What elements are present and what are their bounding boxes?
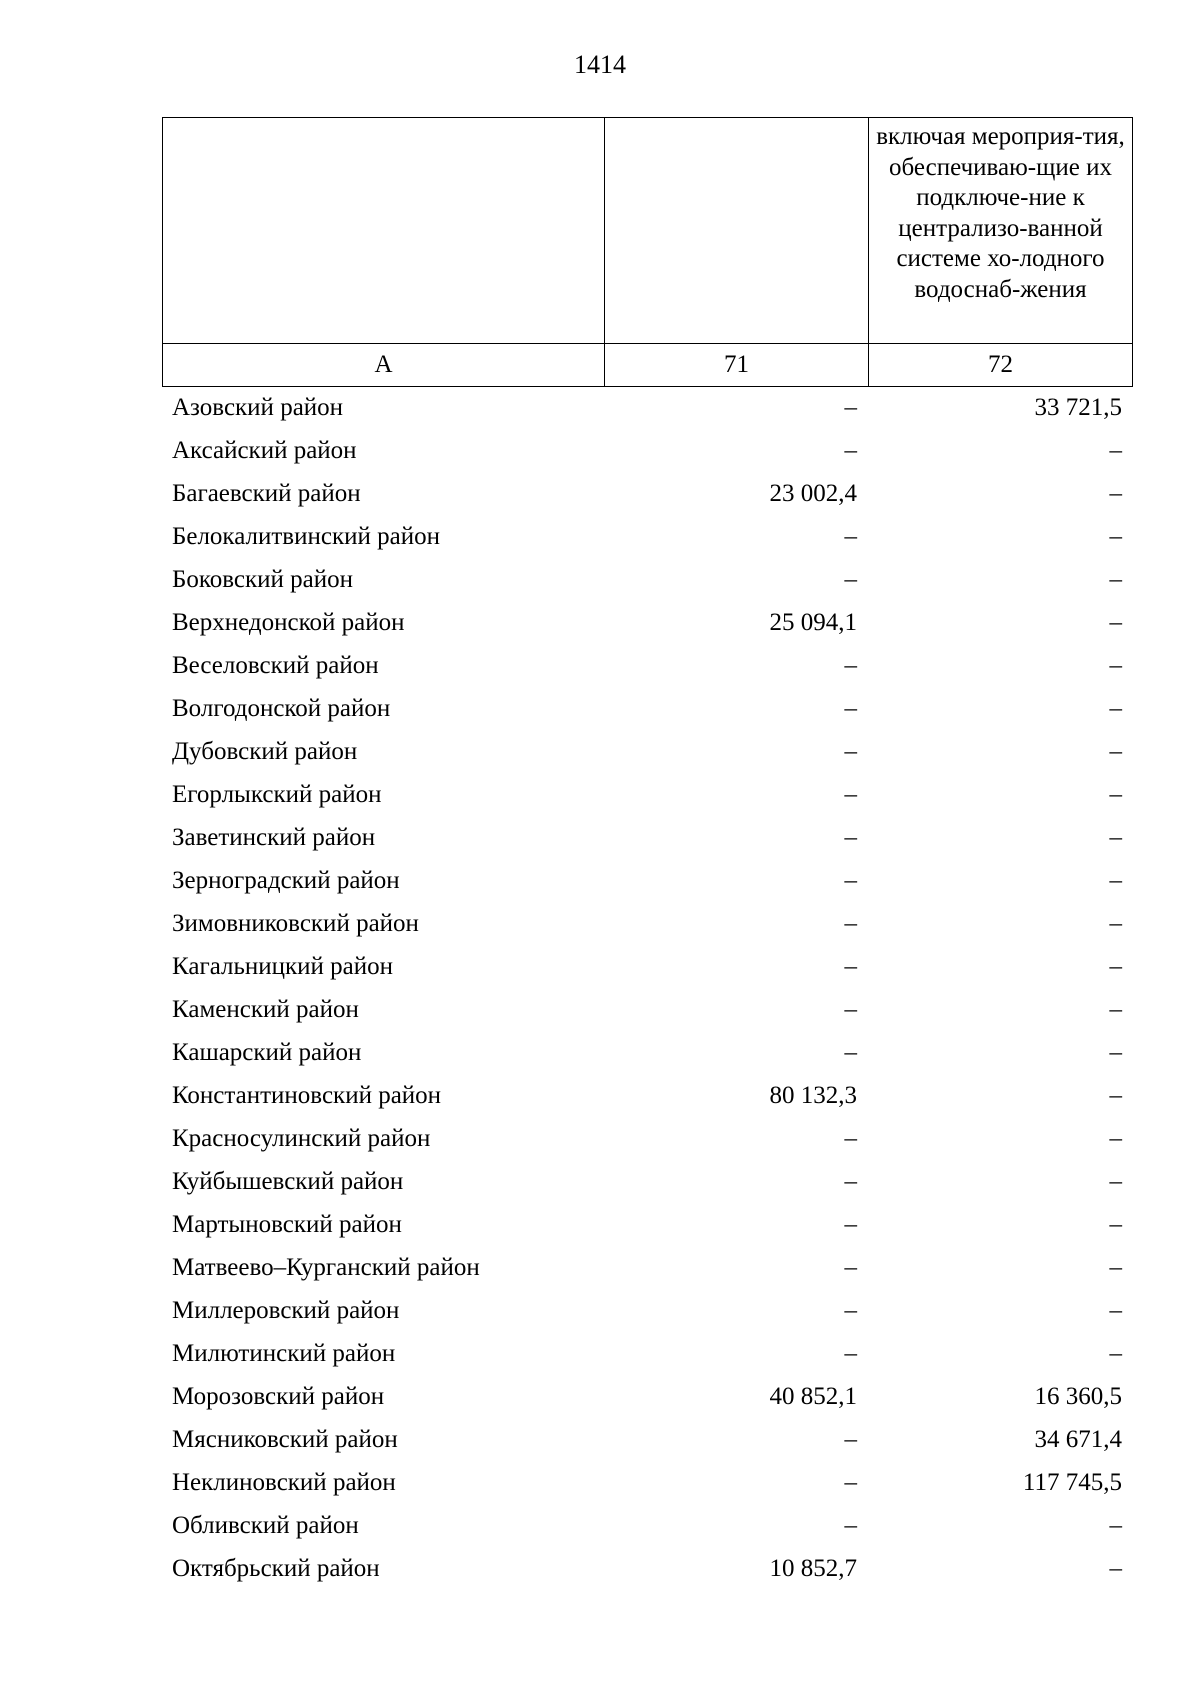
value-col-72: – xyxy=(1109,910,1122,937)
district-name: Веселовский район xyxy=(172,652,379,679)
district-name: Егорлыкский район xyxy=(172,781,382,808)
district-name: Куйбышевский район xyxy=(172,1168,404,1195)
value-col-71: – xyxy=(844,824,857,851)
value-col-71: – xyxy=(844,523,857,550)
value-col-72: – xyxy=(1109,1168,1122,1195)
table-row xyxy=(162,1117,1132,1160)
value-col-71: – xyxy=(844,566,857,593)
value-col-71: – xyxy=(844,1512,857,1539)
value-col-72: 34 671,4 xyxy=(1034,1426,1122,1453)
value-col-71: – xyxy=(844,867,857,894)
value-col-72: – xyxy=(1109,609,1122,636)
district-name: Мартыновский район xyxy=(172,1211,402,1238)
value-col-72: 33 721,5 xyxy=(1034,394,1122,421)
value-col-71: – xyxy=(844,394,857,421)
value-col-71: – xyxy=(844,695,857,722)
value-col-72: – xyxy=(1109,1555,1122,1582)
table-row xyxy=(162,1332,1132,1375)
table-row xyxy=(162,1461,1132,1504)
district-name: Заветинский район xyxy=(172,824,376,851)
district-name: Азовский район xyxy=(172,394,344,421)
value-col-71: – xyxy=(844,738,857,765)
table-row xyxy=(162,859,1132,902)
table-row xyxy=(162,687,1132,730)
value-col-72: – xyxy=(1109,781,1122,808)
table-row xyxy=(162,1160,1132,1203)
table-row xyxy=(162,1246,1132,1289)
district-name: Неклиновский район xyxy=(172,1469,396,1496)
table-row xyxy=(162,1418,1132,1461)
value-col-71: – xyxy=(844,1125,857,1152)
district-name: Волгодонской район xyxy=(172,695,391,722)
value-col-71: 40 852,1 xyxy=(769,1383,857,1410)
table-row xyxy=(162,902,1132,945)
table-row xyxy=(162,1074,1132,1117)
header-col-71-description xyxy=(605,118,869,344)
table-row xyxy=(162,386,1132,429)
table-row xyxy=(162,816,1132,859)
district-name: Октябрьский район xyxy=(172,1555,380,1582)
table-row xyxy=(162,988,1132,1031)
table-row xyxy=(162,945,1132,988)
value-col-72: – xyxy=(1109,1082,1122,1109)
value-col-72: 16 360,5 xyxy=(1034,1383,1122,1410)
district-name: Обливский район xyxy=(172,1512,359,1539)
district-name: Мясниковский район xyxy=(172,1426,398,1453)
value-col-71: – xyxy=(844,1211,857,1238)
district-name: Константиновский район xyxy=(172,1082,442,1109)
value-col-71: 80 132,3 xyxy=(769,1082,857,1109)
value-col-72: – xyxy=(1109,738,1122,765)
table-row xyxy=(162,644,1132,687)
district-name: Красносулинский район xyxy=(172,1125,431,1152)
district-name: Белокалитвинский район xyxy=(172,523,440,550)
value-col-72: – xyxy=(1109,996,1122,1023)
value-col-72: – xyxy=(1109,1039,1122,1066)
value-col-71: – xyxy=(844,1340,857,1367)
district-name: Багаевский район xyxy=(172,480,361,507)
value-col-72: – xyxy=(1109,1297,1122,1324)
header-description-row xyxy=(163,118,1133,344)
district-name: Матвеево–Курганский район xyxy=(172,1254,480,1281)
value-col-72: – xyxy=(1109,566,1122,593)
value-col-72: – xyxy=(1109,1512,1122,1539)
value-col-71: – xyxy=(844,437,857,464)
header-col-a-description xyxy=(163,118,605,344)
value-col-71: – xyxy=(844,910,857,937)
value-col-72: – xyxy=(1109,867,1122,894)
value-col-71: 23 002,4 xyxy=(769,480,857,507)
table-row xyxy=(162,558,1132,601)
value-col-72: – xyxy=(1109,1340,1122,1367)
table-row xyxy=(162,1031,1132,1074)
value-col-72: 117 745,5 xyxy=(1022,1469,1122,1496)
value-col-72: – xyxy=(1109,695,1122,722)
table-row xyxy=(162,730,1132,773)
district-name: Зимовниковский район xyxy=(172,910,419,937)
value-col-71: – xyxy=(844,1039,857,1066)
district-name: Морозовский район xyxy=(172,1383,385,1410)
table-row xyxy=(162,472,1132,515)
value-col-72: – xyxy=(1109,523,1122,550)
value-col-71: – xyxy=(844,1254,857,1281)
table-row xyxy=(162,429,1132,472)
value-col-71: – xyxy=(844,953,857,980)
district-name: Боковский район xyxy=(172,566,353,593)
value-col-71: – xyxy=(844,652,857,679)
value-col-72: – xyxy=(1109,953,1122,980)
value-col-72: – xyxy=(1109,480,1122,507)
value-col-71: – xyxy=(844,1168,857,1195)
value-col-71: – xyxy=(844,996,857,1023)
district-name: Милютинский район xyxy=(172,1340,396,1367)
district-name: Кашарский район xyxy=(172,1039,362,1066)
value-col-71: – xyxy=(844,1426,857,1453)
district-name: Миллеровский район xyxy=(172,1297,400,1324)
header-col-71-number: 71 xyxy=(605,344,869,387)
value-col-72: – xyxy=(1109,824,1122,851)
table-row xyxy=(162,1203,1132,1246)
header-col-72-number: 72 xyxy=(869,344,1133,387)
table-row xyxy=(162,1547,1132,1590)
value-col-72: – xyxy=(1109,1254,1122,1281)
header-number-row xyxy=(163,344,1133,387)
value-col-71: – xyxy=(844,781,857,808)
table-row xyxy=(162,1375,1132,1418)
value-col-72: – xyxy=(1109,1125,1122,1152)
value-col-71: 10 852,7 xyxy=(769,1555,857,1582)
table-row xyxy=(162,1289,1132,1332)
value-col-71: – xyxy=(844,1297,857,1324)
value-col-71: 25 094,1 xyxy=(769,609,857,636)
table-header xyxy=(162,117,1133,387)
district-name: Кагальницкий район xyxy=(172,953,394,980)
value-col-71: – xyxy=(844,1469,857,1496)
district-name: Зерноградский район xyxy=(172,867,400,894)
value-col-72: – xyxy=(1109,437,1122,464)
value-col-72: – xyxy=(1109,1211,1122,1238)
table-row xyxy=(162,515,1132,558)
table-row xyxy=(162,773,1132,816)
table-row xyxy=(162,601,1132,644)
header-col-a-number: А xyxy=(163,344,605,387)
district-name: Каменский район xyxy=(172,996,359,1023)
value-col-72: – xyxy=(1109,652,1122,679)
district-name: Аксайский район xyxy=(172,437,357,464)
district-name: Дубовский район xyxy=(172,738,358,765)
header-col-72-description: включая мероприя-тия, обеспечиваю-щие их подключе-ние к централизо-ванной системе хо-лодного водоснаб-жения xyxy=(869,118,1133,344)
page-number: 1414 xyxy=(574,50,626,79)
table-row xyxy=(162,1504,1132,1547)
table-body xyxy=(162,386,1132,1590)
district-name: Верхнедонской район xyxy=(172,609,405,636)
